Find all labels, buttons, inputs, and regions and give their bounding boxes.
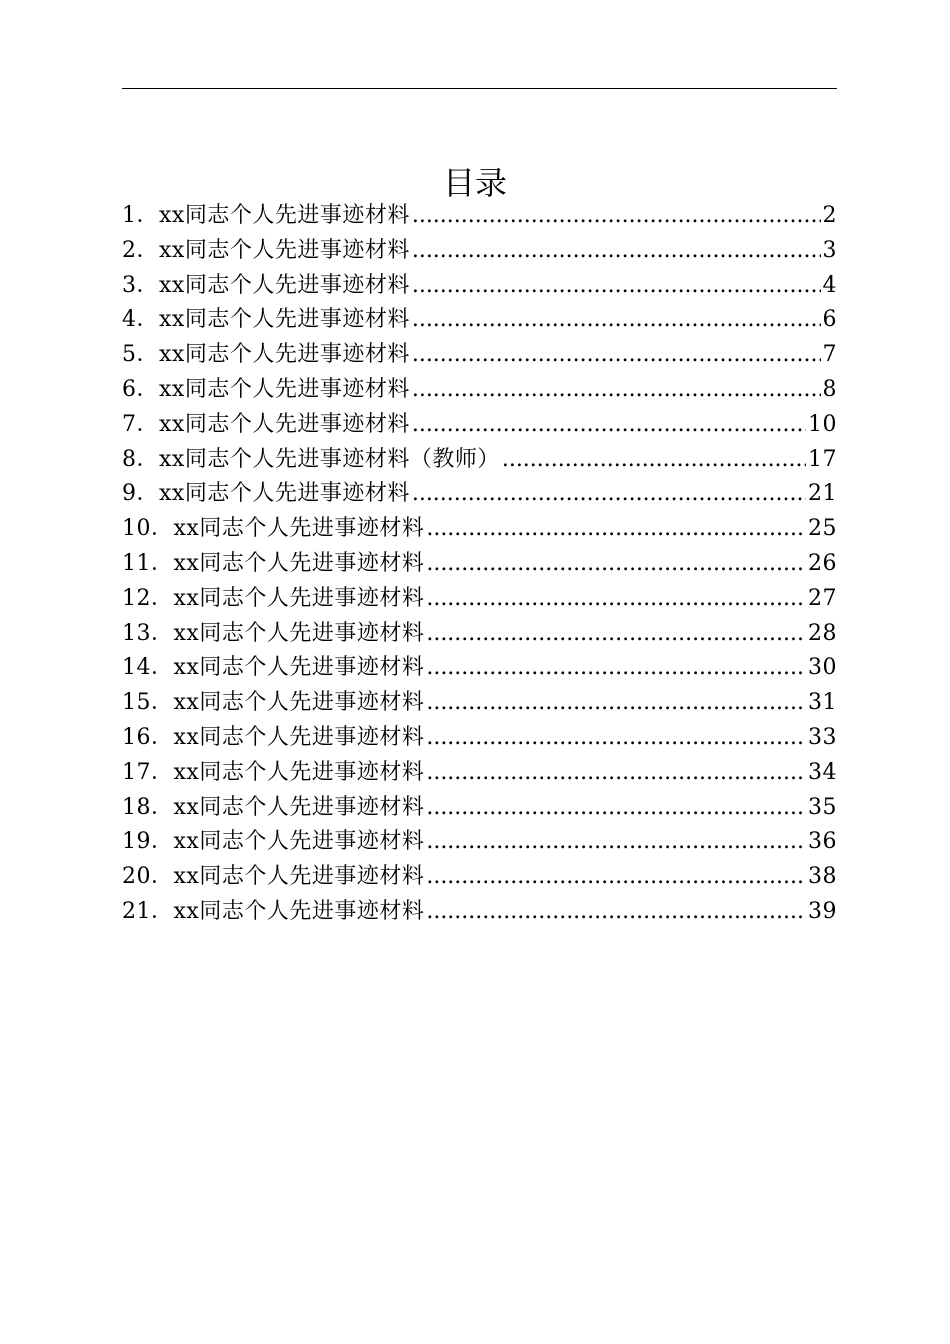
toc-entry-page: 17 (808, 446, 837, 472)
toc-entry-leader (426, 895, 806, 930)
toc-entry-leader (426, 756, 806, 791)
toc-entry-leader (412, 477, 806, 512)
toc-entry-number: 16． (122, 724, 174, 750)
header-rule (122, 88, 837, 89)
toc-entry[interactable] (122, 373, 837, 408)
toc-entry-page: 33 (808, 724, 837, 750)
toc-list (122, 199, 837, 930)
toc-entry-number: 12． (122, 585, 174, 611)
toc-entry-number: 4． (122, 307, 159, 333)
toc-entry[interactable] (122, 234, 837, 269)
toc-entry-title: xx同志个人先进事迹材料 (173, 585, 425, 611)
toc-entry-leader (426, 721, 806, 756)
toc-entry-page: 7 (822, 342, 837, 368)
toc-entry-leader (426, 791, 806, 826)
toc-entry-number: 19． (122, 829, 174, 855)
toc-entry-number: 1． (122, 203, 159, 228)
toc-entry-number: 13． (122, 620, 174, 646)
toc-entry-number: 6． (122, 376, 159, 402)
toc-entry-leader (426, 512, 806, 547)
toc-entry-leader (412, 303, 821, 338)
toc-entry-leader (412, 408, 806, 443)
toc-entry-leader (426, 686, 806, 721)
toc-entry-number: 3． (122, 272, 159, 298)
toc-entry-page: 27 (808, 585, 837, 611)
toc-entry-title: xx同志个人先进事迹材料 (173, 655, 425, 681)
toc-entry-number: 20． (122, 864, 174, 890)
toc-entry-title: xx同志个人先进事迹材料 (159, 376, 410, 402)
toc-entry-leader (426, 825, 806, 860)
toc-entry-page: 21 (808, 481, 837, 507)
toc-entry-title: xx同志个人先进事迹材料（教师） (159, 446, 500, 472)
toc-entry-title: xx同志个人先进事迹材料 (159, 342, 410, 368)
toc-entry-title: xx同志个人先进事迹材料 (173, 724, 425, 750)
toc-entry-page: 8 (822, 376, 837, 402)
toc-entry[interactable] (122, 860, 837, 895)
toc-entry-title: xx同志个人先进事迹材料 (159, 237, 410, 263)
toc-entry-leader (412, 199, 821, 234)
toc-entry-title: xx同志个人先进事迹材料 (159, 307, 410, 333)
toc-entry-title: xx同志个人先进事迹材料 (173, 620, 425, 646)
toc-entry-page: 6 (822, 307, 837, 333)
toc-entry-title: xx同志个人先进事迹材料 (159, 203, 410, 228)
toc-entry-title: xx同志个人先进事迹材料 (173, 898, 425, 924)
toc-entry-leader (426, 617, 806, 652)
toc-entry-page: 34 (808, 759, 837, 785)
toc-entry-page: 30 (808, 655, 837, 681)
toc-title: 目录 (442, 164, 507, 203)
toc-entry-page: 39 (808, 898, 837, 924)
toc-entry-page: 2 (822, 203, 837, 228)
toc-entry[interactable] (122, 791, 837, 826)
toc-entry-number: 21． (122, 898, 174, 924)
toc-entry-leader (426, 860, 806, 895)
toc-entry[interactable] (122, 617, 837, 652)
toc-entry[interactable] (122, 303, 837, 338)
toc-entry-page: 36 (808, 829, 837, 855)
toc-entry-leader (502, 443, 806, 478)
toc-entry-title: xx同志个人先进事迹材料 (173, 759, 425, 785)
toc-entry-number: 15． (122, 690, 174, 716)
toc-entry-leader (426, 582, 806, 617)
toc-entry-title: xx同志个人先进事迹材料 (173, 829, 425, 855)
toc-entry-leader (412, 234, 821, 269)
toc-entry-title: xx同志个人先进事迹材料 (159, 411, 410, 437)
toc-entry-page: 31 (808, 690, 837, 716)
toc-entry[interactable] (122, 512, 837, 547)
toc-entry[interactable] (122, 651, 837, 686)
toc-entry-leader (426, 651, 806, 686)
toc-entry[interactable] (122, 269, 837, 304)
toc-entry-title: xx同志个人先进事迹材料 (173, 690, 425, 716)
toc-entry-title: xx同志个人先进事迹材料 (173, 864, 425, 890)
toc-entry[interactable] (122, 756, 837, 791)
toc-entry-number: 9． (122, 481, 159, 507)
toc-entry[interactable] (122, 721, 837, 756)
toc-entry-title: xx同志个人先进事迹材料 (173, 550, 425, 576)
toc-entry-title: xx同志个人先进事迹材料 (159, 481, 410, 507)
toc-entry-leader (412, 269, 821, 304)
toc-entry-number: 10． (122, 516, 174, 542)
toc-entry[interactable] (122, 686, 837, 721)
toc-entry-title: xx同志个人先进事迹材料 (173, 516, 425, 542)
toc-entry-leader (412, 338, 821, 373)
toc-entry-number: 11． (122, 550, 174, 576)
toc-entry-page: 10 (808, 411, 837, 437)
toc-entry-number: 7． (122, 411, 159, 437)
toc-entry-number: 17． (122, 759, 174, 785)
toc-entry[interactable] (122, 825, 837, 860)
toc-entry-page: 26 (808, 550, 837, 576)
toc-entry-number: 14． (122, 655, 174, 681)
toc-entry-page: 3 (822, 237, 837, 263)
toc-entry[interactable] (122, 443, 837, 478)
toc-entry-title: xx同志个人先进事迹材料 (173, 794, 425, 820)
toc-entry-page: 38 (808, 864, 837, 890)
toc-entry[interactable] (122, 582, 837, 617)
toc-entry-page: 28 (808, 620, 837, 646)
toc-entry-number: 2． (122, 237, 159, 263)
toc-entry-page: 25 (808, 516, 837, 542)
toc-entry-leader (412, 373, 821, 408)
toc-entry-number: 5． (122, 342, 159, 368)
toc-entry-number: 8． (122, 446, 159, 472)
toc-entry-leader (426, 547, 806, 582)
toc-entry-number: 18． (122, 794, 174, 820)
toc-entry-title: xx同志个人先进事迹材料 (159, 272, 410, 298)
toc-entry-page: 4 (822, 272, 837, 298)
toc-entry[interactable] (122, 895, 837, 930)
toc-entry[interactable] (122, 547, 837, 582)
toc-entry[interactable] (122, 477, 837, 512)
toc-entry[interactable] (122, 408, 837, 443)
toc-entry[interactable] (122, 338, 837, 373)
toc-entry-page: 35 (808, 794, 837, 820)
toc-entry[interactable] (122, 199, 837, 234)
